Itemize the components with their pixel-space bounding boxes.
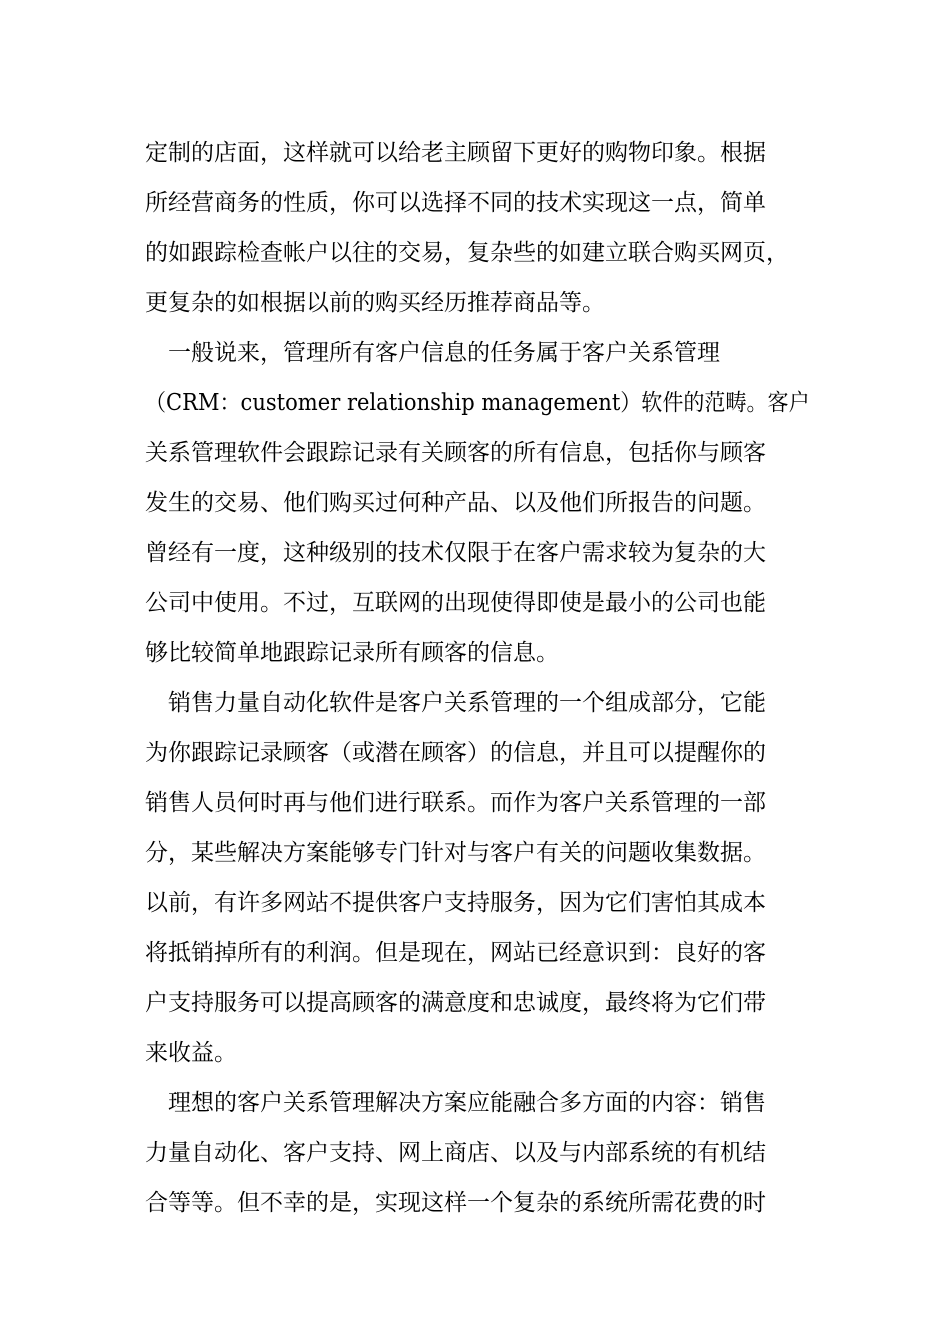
text-line: 关系管理软件会跟踪记录有关顾客的所有信息，包括你与顾客	[145, 440, 766, 466]
text-line: 合等等。但不幸的是，实现这样一个复杂的系统所需花费的时	[145, 1190, 766, 1216]
text-line: 公司中使用。不过，互联网的出现使得即使是最小的公司也能	[145, 590, 766, 616]
text-line: 更复杂的如根据以前的购买经历推荐商品等。	[145, 290, 605, 316]
text-line: 为你跟踪记录顾客（或潜在顾客）的信息，并且可以提醒你的	[145, 740, 766, 766]
text-line: 户支持服务可以提高顾客的满意度和忠诚度，最终将为它们带	[145, 990, 766, 1016]
text-line: 曾经有一度，这种级别的技术仅限于在客户需求较为复杂的大	[145, 540, 766, 566]
text-line: 将抵销掉所有的利润。但是现在，网站已经意识到：良好的客	[145, 940, 766, 966]
text-line: 销售人员何时再与他们进行联系。而作为客户关系管理的一部	[145, 790, 766, 816]
text-line: 发生的交易、他们购买过何种产品、以及他们所报告的问题。	[145, 490, 766, 516]
text-line: 销售力量自动化软件是客户关系管理的一个组成部分，它能	[145, 690, 766, 716]
document-body	[145, 128, 810, 1228]
text-line: 分，某些解决方案能够专门针对与客户有关的问题收集数据。	[145, 840, 766, 866]
text-line: 理想的客户关系管理解决方案应能融合多方面的内容：销售	[145, 1090, 766, 1116]
text-line: 所经营商务的性质，你可以选择不同的技术实现这一点，简单	[145, 190, 766, 216]
text-line: 来收益。	[145, 1040, 237, 1066]
text-line: 够比较简单地跟踪记录所有顾客的信息。	[145, 640, 559, 666]
text-line: 力量自动化、客户支持、网上商店、以及与内部系统的有机结	[145, 1140, 766, 1166]
text-line: 以前，有许多网站不提供客户支持服务，因为它们害怕其成本	[145, 890, 766, 916]
text-line: 定制的店面，这样就可以给老主顾留下更好的购物印象。根据	[145, 140, 766, 166]
text-line: 一般说来，管理所有客户信息的任务属于客户关系管理	[145, 340, 720, 366]
text-line: （CRM：customer relationship management）软件的范畴。客户	[145, 390, 810, 416]
text-line: 的如跟踪检查帐户以往的交易，复杂些的如建立联合购买网页，	[145, 240, 789, 266]
